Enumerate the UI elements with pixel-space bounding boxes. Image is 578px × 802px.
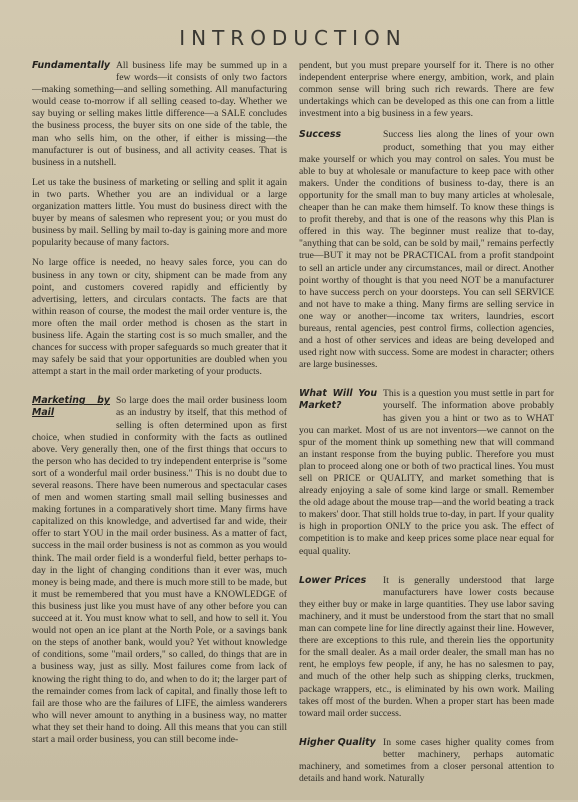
paragraph: In some cases higher quality comes from better machinery, perhaps automatic machinery, and sometimes from a closer personal attention to details and hand work. Naturally — [299, 736, 554, 785]
page-title: INTRODUCTION — [179, 26, 407, 50]
left-column — [32, 60, 287, 802]
paragraph: So large does the mail order business loom as an industry by itself, that this method of selling is often determined upon as first choice, when studied in conformity with the facts as outlined above. Very generally then, one of the first things that occurs to the person who has decided to try independent enterprise is "some sort of a wonderful mail order business." This is no doubt due to several reasons. There have been numerous and spectacular cases of men and women starting small mail selling businesses and making fortunes in a comparatively short time. Many firms have capitalized on this knowledge, and advertised far and wide, their offer to start YOU in the mail order business. As a matter of fact, success in the mail order business is not as common as you would think. The mail order field is a wonderful field, better perhaps to-day in the light of changing conditions than it ever was, much money is being made, and there is much more still to be made, but it must be remembered that you must have a KNOWLEDGE of this business just like you must have of any other before you can succeed at it. You must know what to sell, and how to sell it. You would not open an ice plant at the North Pole, or a savings bank on the steps of another bank, would you? Yet without knowledge of conditions, some "mail orders," so called, do things that are in a business way, just as silly. Most failures come from lack of knowing the right thing to do, and when to do it; the larger part of the remainder comes from lack of capital, and finally those left to fail are those who are the failures of LIFE, the aimless wanderers who will never amount to anything in a business way, no matter what they set their hand to doing. All this means that you can still start a mail order business, you can still become inde- — [32, 395, 287, 745]
section-continuation — [299, 60, 554, 120]
paragraph: All business life may be summed up in a few words—it consists of only two factors—making something—and selling something. All manufacturing would cease to-morrow if all selling ceased to-day. Whether we say buying or selling makes little difference—a SALE concludes the business process, the buyer sits on one side of the table, the man who sells him, on the other, if either is missing—the manufacturer is out of business, and all activity ceases. That is business in a nutshell. — [32, 60, 287, 168]
paragraph: It is generally understood that large manufacturers have lower costs because they either buy or make in large quantities. They use labor saving machinery, and it must be understood from the start that no small man can compete line for line directly against their line. However, there are exceptions to this rule, and therein lies the opportunity for the small dealer. As a mail order dealer, the small man has no rent, he employs few people, if any, he has no salesmen to pay, and much of the other help such as shipping clerks, truckmen, package wrappers, etc., is eliminated by his own work. Mailing takes off most of the burden. When a proper start has been made toward mail order success. — [299, 574, 554, 719]
paragraph: pendent, but you must prepare yourself for it. There is no other independent enterprise where energy, ambition, work, and plain common sense will bring such rich rewards. There are few undertakings which can be developed as this one can from a little investment into a big business in a few years. — [299, 60, 554, 120]
columns — [32, 60, 554, 802]
heading-lower-prices: Lower Prices — [299, 574, 367, 586]
section-fundamentally — [32, 60, 287, 386]
heading-marketing-by-mail: Marketing by Mail — [32, 395, 110, 419]
section-marketing-by-mail — [32, 395, 287, 754]
heading-success: Success — [299, 129, 342, 141]
paragraph: Let us take the business of marketing or selling and split it again in two parts. Whether you are an individual or a large organization matters little. You must do business direct with the buyer by means of salesmen who represent you; or you must do business by mail. Selling by mail to-day is gaining more and more popularity because of many factors. — [32, 176, 287, 249]
paragraph: Success lies along the lines of your own product, something that you may either make yourself or which you may control on sales. You must be able to buy at wholesale or manufacture to keep pace with other makers. Under the conditions of business to-day, there is an opportunity for the small man to buy many articles at wholesale, cheaper than he can make them himself. To know these things is to profit thereby, and that is one of the reasons why this Plan is offered in this way. The beginner must realize that to-day, "anything that can be sold, can be sold by mail," remains perfectly true—BUT it may not be PRACTICAL from a profit standpoint to sell an article under any circumstances, mail or direct. Another point worthy of thought is that you need NOT be a manufacturer to have success perch on your doorsteps. You can sell SERVICE and not have to make a thing. Many firms are selling service in one way or another—income tax writers, laundries, escort bureaus, rental agencies, pest control firms, collection agencies, and a host of other services and ideas are being developed and used right now with success. Some are modest in character; others are large businesses. — [299, 129, 554, 371]
heading-what-will-you-market: What Will You Market? — [299, 388, 377, 412]
paragraph: No large office is needed, no heavy sales force, you can do business in any town or city, shipment can be made from any point, and customers covered rapidly and efficiently by advertising, letters, and circulars contacts. The facts are that within reason of course, the modest the mail order venture is, the more often the mail order method is chosen as the start in business life. Again the starting cost is so much smaller, and the chances for success with proper safeguards so much greater that it may safely be said that your opportunities are doubled when you attempt a start in the mail order marketing of your products. — [32, 257, 287, 378]
heading-higher-quality: Higher Quality — [299, 736, 376, 748]
section-lower-prices — [299, 575, 554, 728]
right-column — [299, 60, 554, 802]
section-higher-quality — [299, 737, 554, 793]
paragraph: This is a question you must settle in part for yourself. The information above probably has given you a hint or two as to WHAT you can market. Most of us are not inventors—we cannot on the spur of the moment think up something new that will command an instant response from the buying public. Therefore you must plan to proceed along one or both of two practical lines. You must sell on PRICE or QUALITY, and market something that is already enjoying a sale of some kind large or small. Remember the old adage about the mouse trap—and the world beating a track to makers' door. That still holds true to-day, in part. If your quality is high in proportion ONLY to the price you ask. The effect of competition is to make and keep prices some place near equal for equal quality. — [299, 388, 554, 557]
section-success — [299, 129, 554, 379]
section-what-will-you-market — [299, 388, 554, 565]
heading-fundamentally: Fundamentally — [32, 60, 111, 71]
